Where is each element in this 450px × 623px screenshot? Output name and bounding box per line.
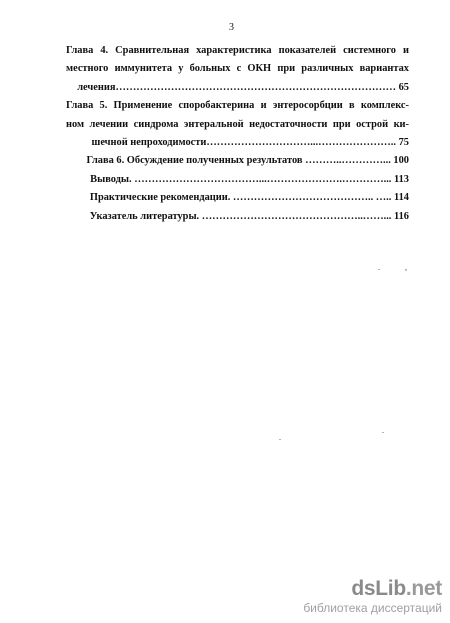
watermark-subtitle: библиотека диссертаций [303, 601, 442, 615]
scan-mark: . [279, 433, 281, 442]
toc-line: шечной непроходимости…………………………...………………….. 75 [91, 137, 409, 149]
toc-line: Указатель литературы. ………………………………………..……... 116 [89, 210, 409, 222]
toc-entry-conclusions [66, 171, 409, 189]
toc-entry-chapter-5 [66, 97, 409, 152]
scan-mark: . [378, 263, 380, 272]
toc-line: Глава 4. Сравнительная характеристика показателей системного и [66, 45, 409, 56]
toc-line: лечения……………………………………………………………………… 65 [77, 81, 409, 93]
watermark-logo [303, 577, 442, 601]
toc-line: Глава 6. Обсуждение полученных результатов ………..…………... 100 [86, 155, 409, 167]
toc-line: местного иммунитета у больных с ОКН при различных вариантах [66, 63, 409, 75]
watermark [303, 577, 442, 615]
toc-line: Глава 5. Применение споробактерина и энтеросорбции в комплекс- [66, 100, 409, 112]
toc-entry-chapter-4 [66, 42, 409, 97]
scan-mark: , [405, 263, 407, 272]
toc-line: ном лечении синдрома энтеральной недостаточности при острой ки- [66, 118, 409, 130]
watermark-logo-part2: .net [405, 577, 442, 600]
table-of-contents [66, 42, 409, 226]
toc-line: Выводы. ………………………………...………………….…………... 113 [90, 173, 409, 185]
toc-entry-recommendations [66, 189, 409, 207]
watermark-logo-part1: dsLib [351, 577, 406, 600]
toc-entry-chapter-6 [66, 152, 409, 170]
page-number: 3 [229, 22, 234, 33]
toc-line: Практические рекомендации. ………………………………….. ….. 114 [89, 192, 409, 204]
toc-entry-references [66, 208, 409, 226]
scan-mark: . [382, 426, 384, 435]
